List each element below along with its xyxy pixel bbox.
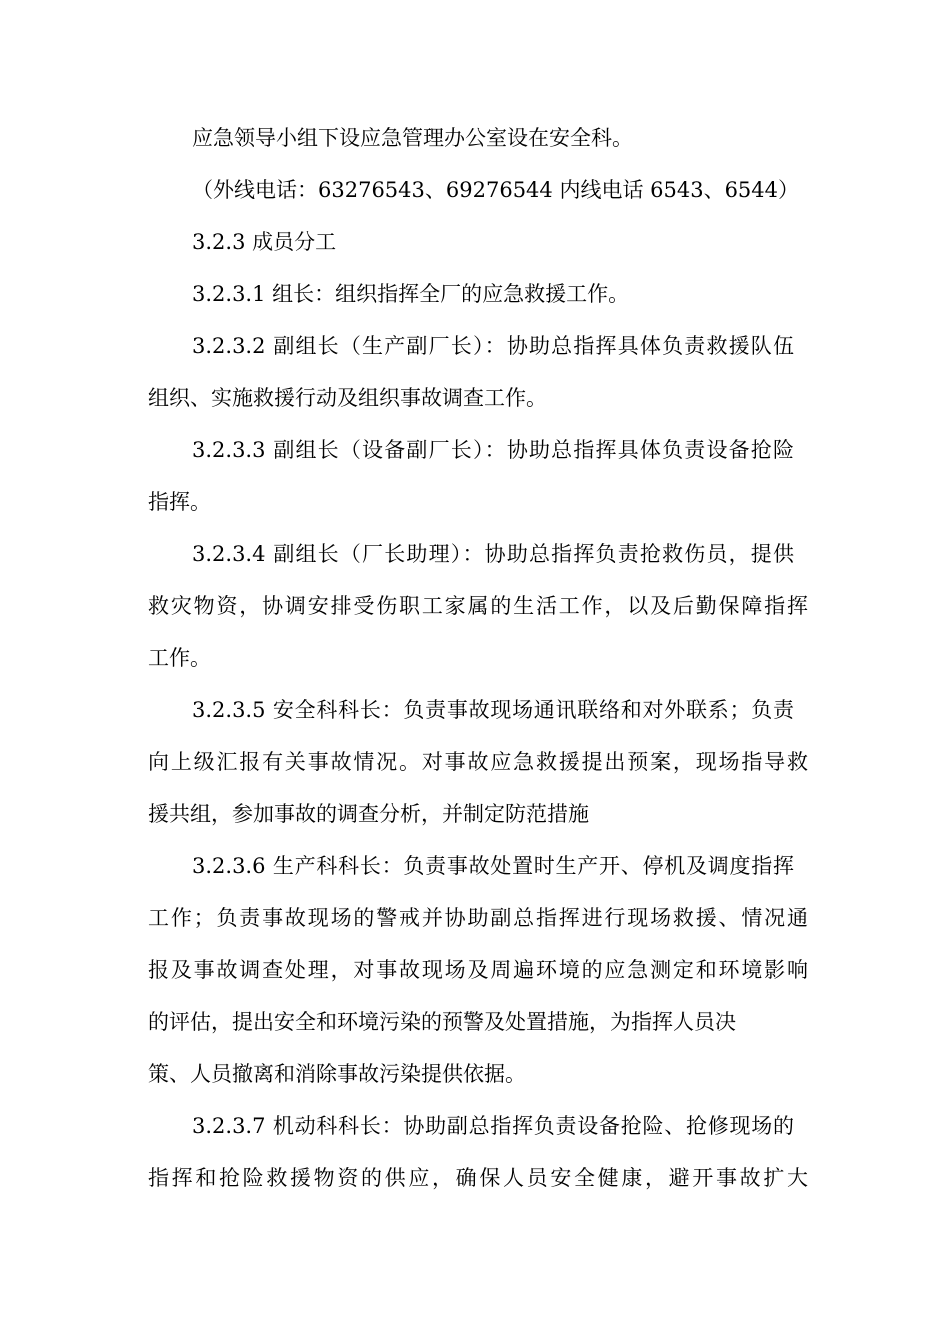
text-line: 工作；负责事故现场的警戒并协助副总指挥进行现场救援、情况通 [148,906,808,930]
text-line: （外线电话：63276543、69276544 内线电话 6543、6544） [192,178,800,202]
text-line: 3.2.3.5 安全科科长：负责事故现场通讯联络和对外联系；负责 [192,698,794,722]
text-line: 组织、实施救援行动及组织事故调查工作。 [148,386,547,410]
text-line: 3.2.3.7 机动科科长：协助副总指挥负责设备抢险、抢修现场的 [192,1114,794,1138]
text-line: 报及事故调查处理，对事故现场及周遍环境的应急测定和环境影响 [148,958,808,982]
text-line: 工作。 [148,646,211,670]
text-line: 3.2.3.4 副组长（厂长助理）：协助总指挥负责抢救伤员，提供 [192,542,794,566]
text-line: 的评估，提出安全和环境污染的预警及处置措施，为指挥人员决 [148,1010,736,1034]
text-line: 3.2.3.6 生产科科长：负责事故处置时生产开、停机及调度指挥 [192,854,794,878]
text-line: 救灾物资，协调安排受伤职工家属的生活工作，以及后勤保障指挥 [148,594,808,618]
text-line: 3.2.3.1 组长：组织指挥全厂的应急救援工作。 [192,282,630,306]
text-line: 3.2.3.2 副组长（生产副厂长）：协助总指挥具体负责救援队伍 [192,334,794,358]
text-line: 指挥。 [148,490,211,514]
text-line: 策、人员撤离和消除事故污染提供依据。 [148,1062,526,1086]
section-heading: 3.2.3 成员分工 [192,230,337,254]
text-line: 向上级汇报有关事故情况。对事故应急救援提出预案，现场指导救 [148,750,808,774]
text-line: 应急领导小组下设应急管理办公室设在安全科。 [192,126,633,150]
text-line: 3.2.3.3 副组长（设备副厂长）：协助总指挥具体负责设备抢险 [192,438,794,462]
text-line: 援共组，参加事故的调查分析，并制定防范措施 [148,802,589,826]
text-line: 指挥和抢险救援物资的供应，确保人员安全健康，避开事故扩大 [148,1166,808,1190]
